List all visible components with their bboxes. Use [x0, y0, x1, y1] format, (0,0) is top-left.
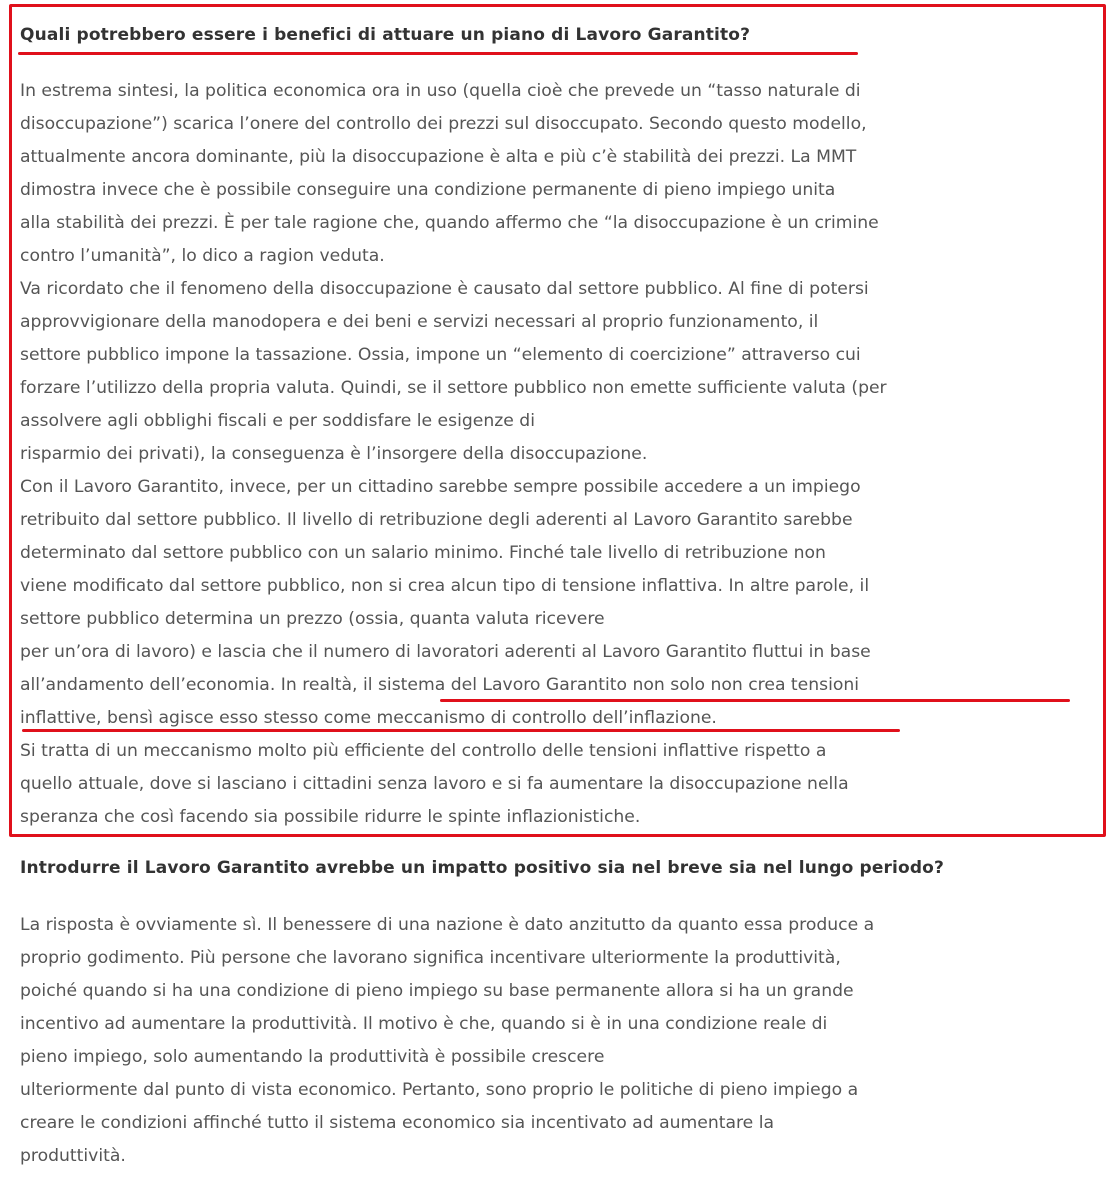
text-line: speranza che così facendo sia possibile ridurre le spinte inflazionistiche.	[20, 807, 641, 827]
text-line: risparmio dei privati), la conseguenza è l’insorgere della disoccupazione.	[20, 444, 648, 464]
text-line: retribuito dal settore pubblico. Il livello di retribuzione degli aderenti al Lavoro Garantito sarebbe	[20, 510, 853, 530]
text-line: settore pubblico impone la tassazione. Ossia, impone un “elemento di coercizione” attraverso cui	[20, 345, 861, 365]
text-line: viene modificato dal settore pubblico, non si crea alcun tipo di tensione inflattiva. In altre parole, il	[20, 576, 870, 596]
text-line: determinato dal settore pubblico con un salario minimo. Finché tale livello di retribuzione non	[20, 543, 826, 563]
text-line: inflattive, bensì agisce esso stesso come meccanismo di controllo dell’inflazione.	[20, 708, 717, 728]
section-body-impatto	[20, 909, 1102, 1173]
section-heading-impatto: Introdurre il Lavoro Garantito avrebbe un impatto positivo sia nel breve sia nel lungo periodo?	[20, 858, 945, 878]
text-line: assolvere agli obblighi fiscali e per soddisfare le esigenze di	[20, 411, 535, 431]
text-line: proprio godimento. Più persone che lavorano significa incentivare ulteriormente la produttività,	[20, 948, 841, 968]
text-line: Va ricordato che il fenomeno della disoccupazione è causato dal settore pubblico. Al fine di potersi	[20, 279, 869, 299]
text-line: pieno impiego, solo aumentando la produttività è possibile crescere	[20, 1047, 605, 1067]
text-line: settore pubblico determina un prezzo (ossia, quanta valuta ricevere	[20, 609, 605, 629]
text-line: dimostra invece che è possibile conseguire una condizione permanente di pieno impiego unita	[20, 180, 836, 200]
text-line: ulteriormente dal punto di vista economico. Pertanto, sono proprio le politiche di pieno impiego a	[20, 1080, 859, 1100]
text-line: approvvigionare della manodopera e dei beni e servizi necessari al proprio funzionamento, il	[20, 312, 819, 332]
section-body-benefici	[20, 75, 1102, 834]
text-line: quello attuale, dove si lasciano i cittadini senza lavoro e si fa aumentare la disoccupazione nella	[20, 774, 849, 794]
text-line: produttività.	[20, 1146, 126, 1166]
text-line: disoccupazione”) scarica l’onere del controllo dei prezzi sul disoccupato. Secondo questo modello,	[20, 114, 867, 134]
text-line: Si tratta di un meccanismo molto più efficiente del controllo delle tensioni inflattive rispetto a	[20, 741, 827, 761]
text-line: incentivo ad aumentare la produttività. Il motivo è che, quando si è in una condizione reale di	[20, 1014, 828, 1034]
text-line: contro l’umanità”, lo dico a ragion veduta.	[20, 246, 385, 266]
text-line: attualmente ancora dominante, più la disoccupazione è alta e più c’è stabilità dei prezzi. La MMT	[20, 147, 857, 167]
text-line: per un’ora di lavoro) e lascia che il numero di lavoratori aderenti al Lavoro Garantito fluttui in base	[20, 642, 871, 662]
text-line: Con il Lavoro Garantito, invece, per un cittadino sarebbe sempre possibile accedere a un impiego	[20, 477, 861, 497]
text-line: forzare l’utilizzo della propria valuta. Quindi, se il settore pubblico non emette sufficiente valuta (per	[20, 378, 887, 398]
section-heading-benefici: Quali potrebbero essere i benefici di attuare un piano di Lavoro Garantito?	[20, 25, 751, 45]
text-line: poiché quando si ha una condizione di pieno impiego su base permanente allora si ha un grande	[20, 981, 854, 1001]
text-line: alla stabilità dei prezzi. È per tale ragione che, quando affermo che “la disoccupazione è un crimine	[20, 213, 879, 233]
text-line: all’andamento dell’economia. In realtà, il sistema del Lavoro Garantito non solo non crea tensioni	[20, 675, 860, 695]
text-line: creare le condizioni affinché tutto il sistema economico sia incentivato ad aumentare la	[20, 1113, 775, 1133]
text-line: La risposta è ovviamente sì. Il benessere di una nazione è dato anzitutto da quanto essa produce a	[20, 915, 875, 935]
text-line: In estrema sintesi, la politica economica ora in uso (quella cioè che prevede un “tasso naturale di	[20, 81, 861, 101]
heading-underline-annotation	[18, 52, 858, 55]
